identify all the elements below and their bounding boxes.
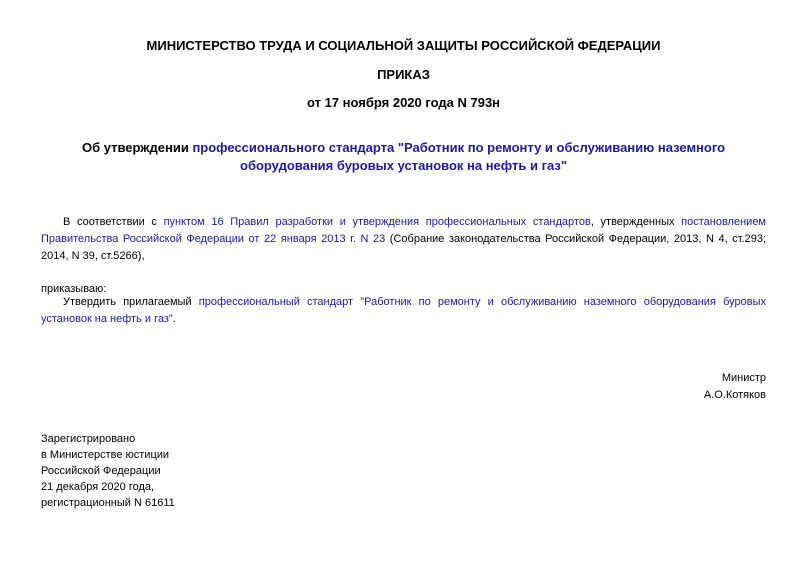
p1-text-1: В соответствии с <box>63 216 164 228</box>
rules-paragraph-link[interactable]: пунктом 16 Правил разработки и утверждения профессиональных стандартов <box>163 216 591 228</box>
subject-prefix: Об утверждении <box>81 140 193 155</box>
registration-line-5: регистрационный N 61611 <box>41 497 175 509</box>
standard-link[interactable]: профессиональный стандарт "Работник по ремонту и обслуживанию наземного оборудования буровых установок на нефть и газ" <box>41 296 766 325</box>
p3-text-2: . <box>172 313 176 325</box>
signer-name: А.О.Котяков <box>703 389 766 401</box>
registration-line-1: Зарегистрировано <box>41 433 136 445</box>
document-subject <box>60 139 747 175</box>
registration-line-3: Российской Федерации <box>41 465 161 477</box>
p3-text-1: Утвердить прилагаемый <box>63 296 199 308</box>
p1-text-2: , утвержденных <box>590 216 682 228</box>
registration-line-4: 21 декабря 2020 года, <box>41 481 155 493</box>
government-decree-link[interactable]: постановлением Правительства Российской Федерации от 22 января 2013 г. N 23 <box>41 216 766 245</box>
p1-text-3: (Собрание законодательства Российской Федерации, 2013, N 4, ст.293; 2014, N 39, ст.5266), <box>41 233 766 262</box>
date-number-heading: от 17 ноября 2020 года N 793н <box>306 95 501 110</box>
doc-type-heading: ПРИКАЗ <box>377 67 430 82</box>
registration-line-2: в Министерстве юстиции <box>41 449 170 461</box>
standard-title-link[interactable]: профессионального стандарта "Работник по ремонту и обслуживанию наземного оборудования буровых установок на нефть и газ" <box>192 140 726 173</box>
paragraph-order-word: приказываю: <box>41 283 107 295</box>
registration-block <box>41 431 175 511</box>
ministry-heading: МИНИСТЕРСТВО ТРУДА И СОЦИАЛЬНОЙ ЗАЩИТЫ РОССИЙСКОЙ ФЕДЕРАЦИИ <box>146 38 661 53</box>
paragraph-basis <box>41 214 766 265</box>
paragraph-approve <box>41 294 766 328</box>
signer-title: Министр <box>721 372 766 384</box>
signature-block <box>704 370 766 404</box>
